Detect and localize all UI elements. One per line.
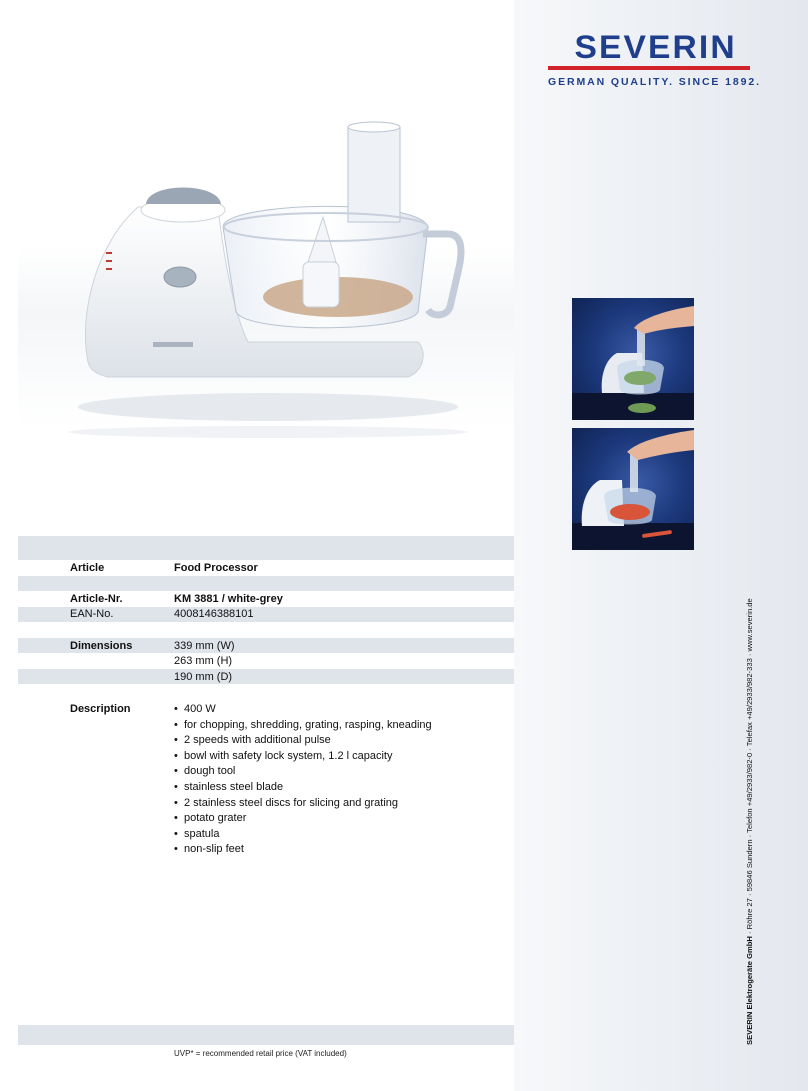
side-photo-top [572,298,694,420]
article-nr-value: KM 3881 / white-grey [174,593,283,605]
article-value: Food Processor [174,562,258,574]
company-address [745,598,754,1045]
list-item: • stainless steel blade [174,780,432,796]
table-band [18,536,514,560]
side-photo-bottom [572,428,694,550]
brand-name: SEVERIN [574,29,737,65]
list-item: • potato grater [174,811,432,827]
table-band [18,1025,514,1045]
footnote: UVP* = recommended retail price (VAT included) [174,1049,347,1058]
dimensions-label: Dimensions [70,640,133,652]
ean-label: EAN-No. [70,608,114,620]
brand-tagline: GERMAN QUALITY. SINCE 1892. [548,76,761,88]
hero-product-image [18,12,514,532]
brand-logo [548,29,761,88]
dimension-depth: 190 mm (D) [174,671,233,683]
list-item: • 2 stainless steel discs for slicing and grating [174,796,432,812]
dimension-height: 263 mm (H) [174,655,233,667]
list-item: • dough tool [174,764,432,780]
list-item: • 400 W [174,702,432,718]
brand-red-bar [548,66,750,70]
table-band [18,669,514,684]
photo-bottom-illustration [572,428,694,550]
food-processor-illustration [18,12,514,532]
description-label: Description [70,703,131,715]
article-label: Article [70,562,105,574]
ean-value: 4008146388101 [174,608,254,620]
dimension-width: 339 mm (W) [174,640,235,652]
description-list [174,702,432,858]
photo-top-illustration [572,298,694,420]
table-band [18,576,514,591]
article-nr-label: Article-Nr. [70,593,123,605]
list-item: • bowl with safety lock system, 1.2 l capacity [174,749,432,765]
list-item: • non-slip feet [174,842,432,858]
list-item: • spatula [174,827,432,843]
list-item: • for chopping, shredding, grating, rasping, kneading [174,718,432,734]
company-name: SEVERIN Elektrogeräte GmbH [745,936,754,1045]
company-details: · Röhre 27 · 59846 Sundern · Telefon +49/2933/982-0 · Telefax +49/2933/982-333 · www.severin.de [745,598,754,937]
list-item: • 2 speeds with additional pulse [174,733,432,749]
